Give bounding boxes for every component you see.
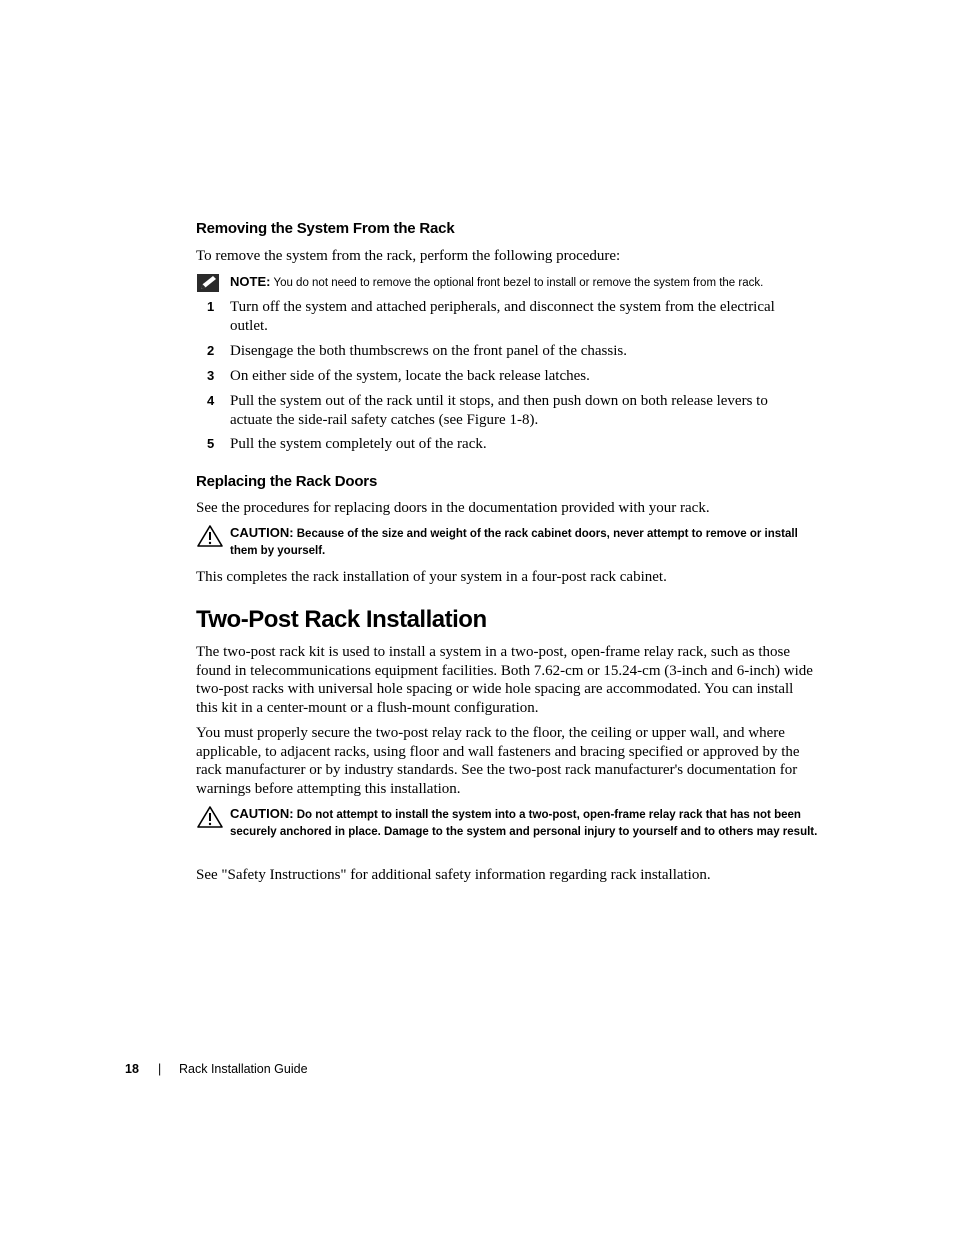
note-block <box>196 273 816 293</box>
caution-label: CAUTION: <box>230 806 294 821</box>
step-number: 5 <box>207 436 215 451</box>
footer-separator: | <box>158 1062 162 1076</box>
two-post-para-1: The two-post rack kit is used to install a system in a two-post, open-frame relay rack, such as those found in telecommunications equipment facilities. Both 7.62-cm or 15.24-cm (3-inch and 6-inch) wide two-post racks with universal hole spacing or wide hole spacing are accommodated. You can install this kit in a center-mount or a flush-mount configuration. <box>196 644 813 716</box>
step-text: Turn off the system and attached peripherals, and disconnect the system from the electrical outlet. <box>230 299 775 334</box>
step-text: Pull the system out of the rack until it stops, and then push down on both release levers to actuate the side-rail safety catches (see Figure 1-8). <box>230 393 768 428</box>
step-number: 4 <box>207 393 215 408</box>
caution-label: CAUTION: <box>230 525 294 540</box>
note-label: NOTE: <box>230 274 271 289</box>
step-text: Disengage the both thumbscrews on the front panel of the chassis. <box>230 343 627 359</box>
caution-text: Because of the size and weight of the rack cabinet doors, never attempt to remove or install them by yourself. <box>230 528 798 557</box>
step-number: 1 <box>207 299 215 314</box>
pencil-note-icon <box>196 273 220 296</box>
section-heading-replacing: Replacing the Rack Doors <box>196 473 378 490</box>
warning-triangle-icon <box>196 805 224 832</box>
note-text: You do not need to remove the optional front bezel to install or remove the system from the rack. <box>273 277 764 289</box>
two-post-para-2: You must properly secure the two-post relay rack to the floor, the ceiling or upper wall, and where applicable, to adjacent racks, using floor and wall fasteners and bracing specified or approved by the rack manufacturer or by industry standards. See the two-post rack manufacturer's documentation for warnings before attempting this installation. <box>196 725 800 797</box>
step-text: Pull the system completely out of the rack. <box>230 436 487 452</box>
step-number: 3 <box>207 368 215 383</box>
step-number: 2 <box>207 343 215 358</box>
two-post-outro: See "Safety Instructions" for additional safety information regarding rack installation. <box>196 867 711 883</box>
caution-block <box>196 805 816 859</box>
caution-text: Do not attempt to install the system into a two-post, open-frame relay rack that has not been securely anchored in place. Damage to the system and personal injury to yourself and to others may result. <box>230 809 818 838</box>
footer-guide-title: Rack Installation Guide <box>179 1062 308 1076</box>
warning-triangle-icon <box>196 524 224 551</box>
removing-intro: To remove the system from the rack, perform the following procedure: <box>196 248 621 264</box>
step-text: On either side of the system, locate the back release latches. <box>230 368 590 384</box>
caution-block <box>196 524 816 562</box>
page-title: Two-Post Rack Installation <box>196 606 487 633</box>
section-heading-removing: Removing the System From the Rack <box>196 220 455 237</box>
page-number: 18 <box>125 1062 139 1076</box>
replacing-outro: This completes the rack installation of your system in a four-post rack cabinet. <box>196 569 667 585</box>
replacing-intro: See the procedures for replacing doors in the documentation provided with your rack. <box>196 500 710 516</box>
